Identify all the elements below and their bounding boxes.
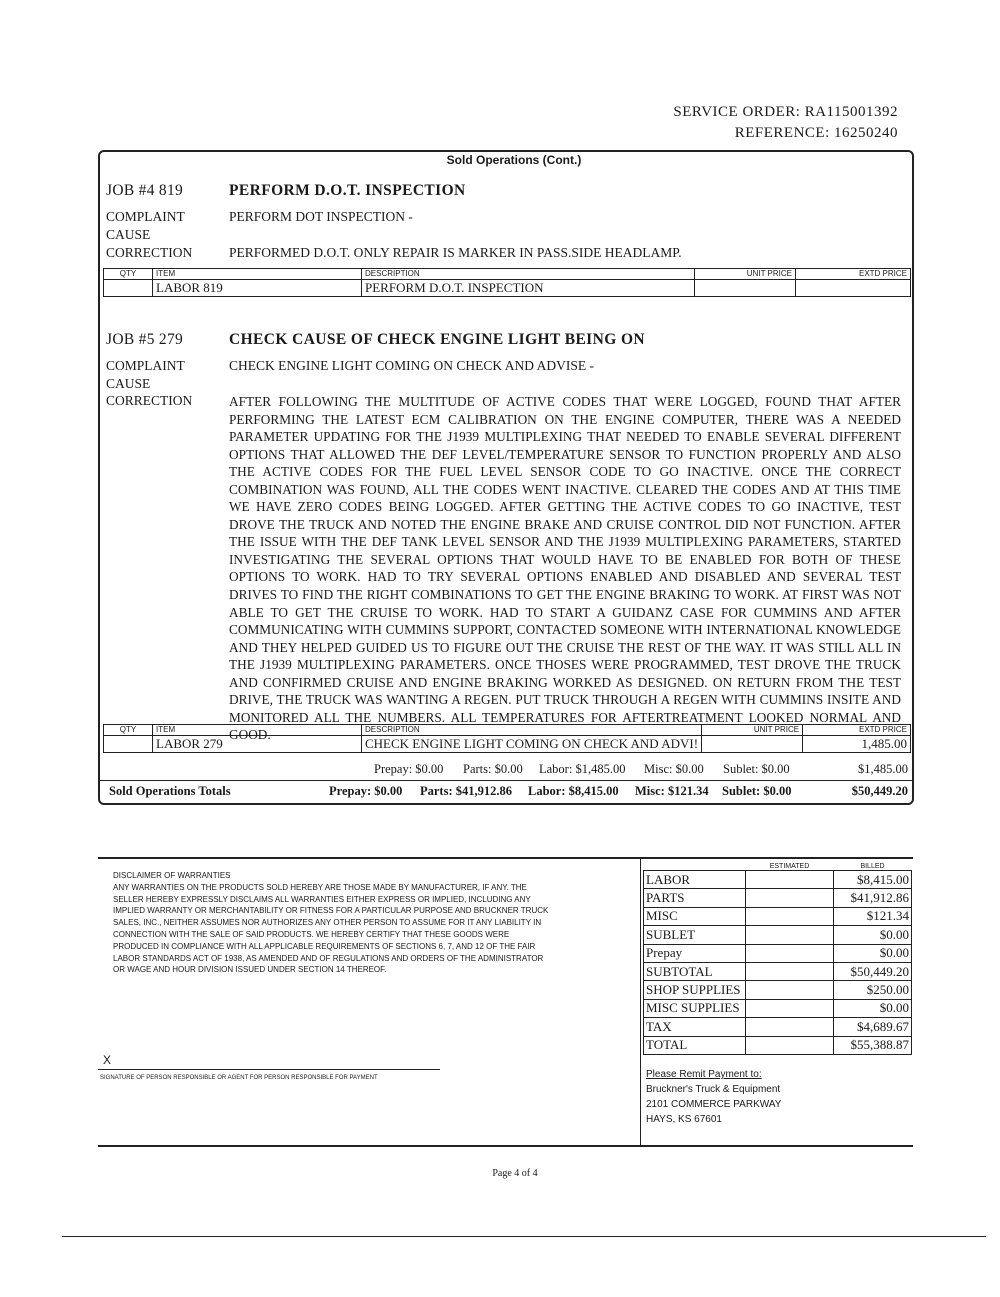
- job4-extd-price: [796, 280, 911, 297]
- job4-title: PERFORM D.O.T. INSPECTION: [229, 182, 466, 199]
- job5-qty: [104, 736, 153, 753]
- item-header: ITEM: [153, 269, 362, 280]
- job5-parts: Parts: $0.00: [463, 762, 523, 776]
- totals-labor: Labor: $8,415.00: [528, 784, 619, 798]
- summary-row-billed: $0.00: [834, 926, 912, 944]
- disclaimer-title: DISCLAIMER OF WARRANTIES: [113, 871, 231, 880]
- summary-blank-header: [644, 862, 746, 871]
- summary-row-estimated: [746, 944, 834, 962]
- summary-row-estimated: [746, 1018, 834, 1036]
- job5-line-table: [103, 724, 911, 753]
- summary-row-estimated: [746, 926, 834, 944]
- summary-row: [644, 889, 912, 907]
- job4-line-table: [103, 268, 911, 297]
- reference-number: REFERENCE: 16250240: [734, 125, 898, 141]
- job5-misc: Misc: $0.00: [644, 762, 704, 776]
- totals-divider: [99, 780, 913, 781]
- signature-caption: SIGNATURE OF PERSON RESPONSIBLE OR AGENT FOR PERSON RESPONSIBLE FOR PAYMENT: [100, 1075, 378, 1081]
- job5-total: $1,485.00: [858, 762, 908, 776]
- remit-city: HAYS, KS 67601: [646, 1114, 722, 1125]
- remit-title: Please Remit Payment to:: [646, 1069, 762, 1080]
- totals-prepay: Prepay: $0.00: [329, 784, 403, 798]
- totals-parts: Parts: $41,912.86: [420, 784, 512, 798]
- summary-row-label: Prepay: [644, 944, 746, 962]
- totals-sublet: Sublet: $0.00: [722, 784, 792, 798]
- qty-header: QTY: [104, 269, 153, 280]
- footer-divider: [640, 858, 641, 1146]
- job4-complaint-label: COMPLAINT: [106, 209, 185, 224]
- job5-cause-label: CAUSE: [106, 376, 151, 391]
- totals-grand-total: $50,449.20: [851, 784, 908, 798]
- job5-correction: AFTER FOLLOWING THE MULTITUDE OF ACTIVE CODES THAT WERE LOGGED, FOUND THAT AFTER PERFORMING THE LATEST ECM CALIBRATION ON THE ENGINE COMPUTER, THERE WAS A NEEDED PARAMETER UPDATING FOR THE J1939 MULTIPLEXING THAT NEEDED TO ENABLE SEVERAL DIFFERENT OPTIONS THAT ALLOWED THE DEF LEVEL/TEMPERATURE SENSOR TO FUNCTION PROPERLY AND ALSO THE ACTIVE CODES FOR THE FUEL LEVEL SENSOR CODE TO GO INACTIVE. ONCE THE CORRECT COMBINATION WAS FOUND, ALL THE CODES WENT INACTIVE. CLEARED THE CODES AND AT THIS TIME WE HAVE ZERO CODES BEING LOGGED. AFTER GETTING THE ACTIVE CODES TO GO INACTIVE, TEST DROVE THE TRUCK AND NOTED THE ENGINE BRAKE AND CRUISE CONTROL DID NOT FUNCTION. AFTER THE ISSUE WITH THE DEF TANK LEVEL SENSOR AND THE J1939 MULTIPLEXING PARAMETERS, STARTED INVESTIGATING THE SEVERAL OPTIONS THAT WOULD HAVE TO BE ENABLED FOR BOTH OF THESE OPTIONS TO WORK. HAD TO TRY SEVERAL OPTIONS ENABLED AND DISABLED AND SEVERAL TEST DRIVES TO FIND THE RIGHT COMBINATIONS TO GET THE ENGINE BRAKING TO WORK. AT FIRST WAS NOT ABLE TO GET THE CRUISE TO WORK. HAD TO START A GUIDANZ CASE FOR CUMMINS AND AFTER COMMUNICATING WITH CUMMINS SUPPORT, CONTACTED SOMEONE WITH INTERNATIONAL KNOWLEDGE AND THEY HELPED GUIDED US TO FIGURE OUT THE CRUISE THE REST OF THE WAY. IT WAS STILL ALL IN THE J1939 MULTIPLEXING PARAMETERS. ONCE THOSES WERE PROGRAMMED, TEST DROVE THE TRUCK AND CONFIRMED CRUISE AND ENGINE BRAKING WORKED AS DESIGNED. ON RETURN FROM THE TEST DRIVE, THE TRUCK WAS WANTING A REGEN. PUT TRUCK THROUGH A REGEN WITH CUMMINS INSITE AND MONITORED ALL THE NUMBERS. ALL TEMPERATURES FOR AFTERTREATMENT LOOKED NORMAL AND GOOD.: [229, 394, 901, 743]
- page-bottom-rule: [62, 1236, 986, 1237]
- job5-labor: Labor: $1,485.00: [539, 762, 626, 776]
- summary-row-estimated: [746, 962, 834, 980]
- summary-row-label: SUBLET: [644, 926, 746, 944]
- summary-row-label: PARTS: [644, 889, 746, 907]
- summary-row: [644, 907, 912, 925]
- sold-operations-totals-label: Sold Operations Totals: [109, 784, 231, 798]
- job5-prepay: Prepay: $0.00: [374, 762, 444, 776]
- job4-complaint: PERFORM DOT INSPECTION -: [229, 209, 413, 224]
- job4-correction: PERFORMED D.O.T. ONLY REPAIR IS MARKER IN PASS.SIDE HEADLAMP.: [229, 245, 682, 260]
- job5-item: LABOR 279: [153, 736, 362, 753]
- item-header: ITEM: [153, 725, 362, 736]
- remit-block: [646, 1067, 781, 1127]
- signature-mark: X: [103, 1053, 112, 1067]
- summary-row-estimated: [746, 1036, 834, 1054]
- summary-table: [643, 862, 912, 1055]
- billed-header: BILLED: [834, 862, 912, 871]
- page-number: Page 4 of 4: [492, 1168, 538, 1179]
- summary-row-estimated: [746, 889, 834, 907]
- job5-complaint: CHECK ENGINE LIGHT COMING ON CHECK AND ADVISE -: [229, 358, 594, 373]
- summary-row: [644, 962, 912, 980]
- summary-row-estimated: [746, 981, 834, 999]
- job4-correction-label: CORRECTION: [106, 245, 193, 260]
- job4-unit-price: [695, 280, 796, 297]
- summary-row-billed: $121.34: [834, 907, 912, 925]
- summary-row-billed: $8,415.00: [834, 871, 912, 889]
- remit-company: Bruckner's Truck & Equipment: [646, 1084, 781, 1095]
- summary-row-billed: $0.00: [834, 999, 912, 1017]
- summary-row-billed: $50,449.20: [834, 962, 912, 980]
- job5-complaint-label: COMPLAINT: [106, 358, 185, 373]
- extd-price-header: EXTD PRICE: [796, 269, 911, 280]
- job4-description: PERFORM D.O.T. INSPECTION: [362, 280, 695, 297]
- service-order-number: SERVICE ORDER: RA115001392: [673, 104, 898, 120]
- summary-row-billed: $55,388.87: [834, 1036, 912, 1054]
- job5-number: JOB #5 279: [106, 331, 184, 348]
- summary-row-label: TAX: [644, 1018, 746, 1036]
- summary-row: [644, 1036, 912, 1054]
- summary-row: [644, 981, 912, 999]
- unit-price-header: UNIT PRICE: [702, 725, 803, 736]
- signature-line: [98, 1069, 440, 1070]
- summary-row-label: MISC: [644, 907, 746, 925]
- summary-row-label: LABOR: [644, 871, 746, 889]
- job5-title: CHECK CAUSE OF CHECK ENGINE LIGHT BEING ON: [229, 331, 645, 348]
- summary-row: [644, 999, 912, 1017]
- summary-row: [644, 944, 912, 962]
- section-title: Sold Operations (Cont.): [446, 153, 582, 167]
- qty-header: QTY: [104, 725, 153, 736]
- footer-top-rule: [98, 857, 913, 859]
- summary-row: [644, 1018, 912, 1036]
- job4-qty: [104, 280, 153, 297]
- summary-row-billed: $250.00: [834, 981, 912, 999]
- estimated-header: ESTIMATED: [746, 862, 834, 871]
- summary-row-label: TOTAL: [644, 1036, 746, 1054]
- summary-row-label: SHOP SUPPLIES: [644, 981, 746, 999]
- summary-row-billed: $0.00: [834, 944, 912, 962]
- job5-description: CHECK ENGINE LIGHT COMING ON CHECK AND ADVI!: [362, 736, 702, 753]
- summary-rows: [644, 871, 912, 1055]
- summary-row-estimated: [746, 907, 834, 925]
- job4-cause-label: CAUSE: [106, 227, 151, 242]
- remit-address: 2101 COMMERCE PARKWAY: [646, 1099, 782, 1110]
- job5-correction-label: CORRECTION: [106, 393, 193, 408]
- summary-row-billed: $4,689.67: [834, 1018, 912, 1036]
- summary-row-label: SUBTOTAL: [644, 962, 746, 980]
- description-header: DESCRIPTION: [362, 725, 702, 736]
- summary-row-billed: $41,912.86: [834, 889, 912, 907]
- summary-row-label: MISC SUPPLIES: [644, 999, 746, 1017]
- summary-row: [644, 926, 912, 944]
- description-header: DESCRIPTION: [362, 269, 695, 280]
- extd-price-header: EXTD PRICE: [803, 725, 911, 736]
- job5-extd-price: 1,485.00: [803, 736, 911, 753]
- job5-sublet: Sublet: $0.00: [723, 762, 790, 776]
- job4-item: LABOR 819: [153, 280, 362, 297]
- unit-price-header: UNIT PRICE: [695, 269, 796, 280]
- summary-row-estimated: [746, 999, 834, 1017]
- disclaimer: [113, 870, 555, 976]
- summary-row: [644, 871, 912, 889]
- footer-bottom-rule: [98, 1145, 913, 1147]
- totals-misc: Misc: $121.34: [635, 784, 709, 798]
- job4-number: JOB #4 819: [106, 182, 184, 199]
- disclaimer-body: ANY WARRANTIES ON THE PRODUCTS SOLD HEREBY ARE THOSE MADE BY MANUFACTURER, IF ANY. THE SELLER HEREBY EXPRESSLY DISCLAIMS ALL WARRANTIES EITHER EXPRESS OR IMPLIED, INCLUDING ANY IMPLIED WARRANTY OR MERCHANTABILITY OR FITNESS FOR A PARTICULAR PURPOSE AND BRUCKNER TRUCK SALES, INC., NEITHER ASSUMES NOR AUTHORIZES ANY OTHER PERSON TO ASSUME FOR IT ANY LIABILITY IN CONNECTION WITH THE SALE OF SAID PRODUCTS. WE HEREBY CERTIFY THAT THESE GOODS WERE PRODUCED IN COMPLIANCE WITH ALL APPLICABLE REQUIREMENTS OF SECTIONS 6, 7, AND 12 OF THE FAIR LABOR STANDARDS ACT OF 1938, AS AMENDED AND OF REGULATIONS AND ORDERS OF THE ADMINISTRATOR OR WAGE AND HOUR DIVISION ISSUED UNDER SECTION 14 THEREOF.: [113, 882, 549, 975]
- job5-unit-price: [702, 736, 803, 753]
- summary-row-estimated: [746, 871, 834, 889]
